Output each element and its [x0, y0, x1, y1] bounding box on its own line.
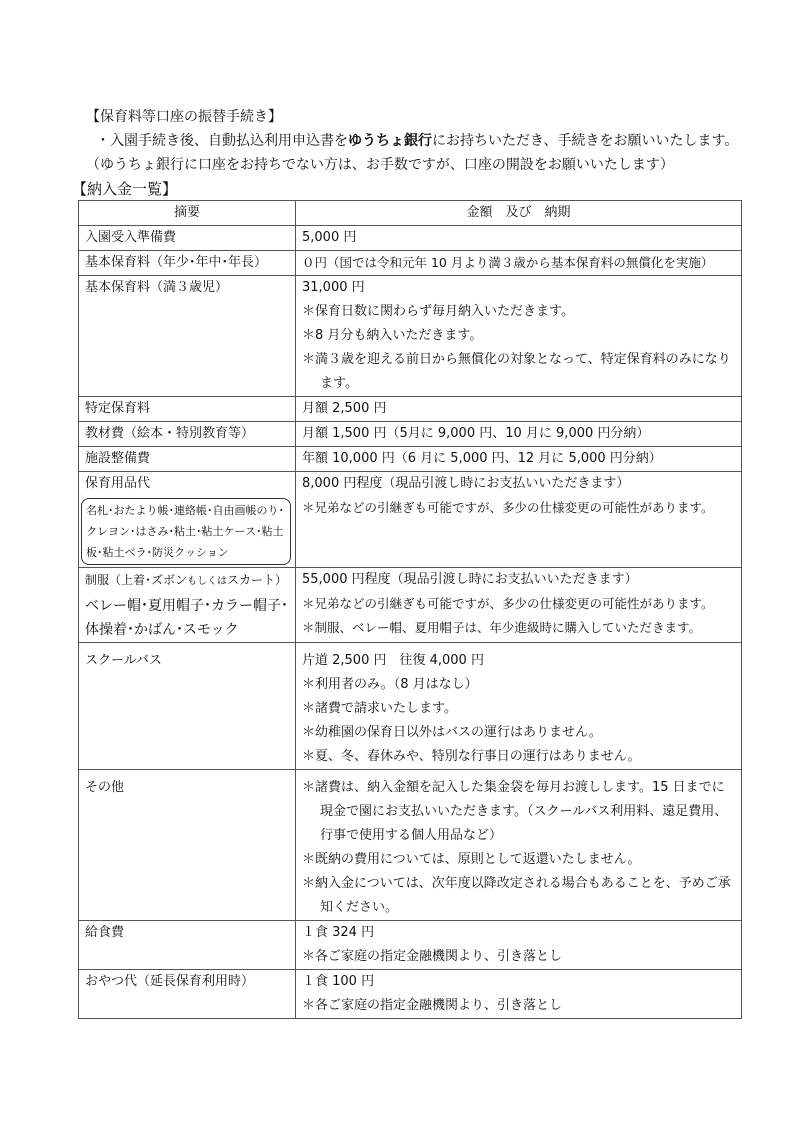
amount-cell: [296, 970, 742, 1019]
table-row: [79, 568, 742, 643]
table-row: [79, 422, 742, 447]
note: ＊満３歳を迎える前日から無償化の対象となって、特定保育料のみになります。: [302, 352, 731, 391]
amount-cell: [296, 472, 742, 568]
table-row: [79, 226, 742, 251]
item-cell: 基本保育料（年少･年中･年長）: [79, 251, 296, 276]
item-label-small: もしくは: [187, 576, 228, 587]
item-cell: [79, 472, 296, 568]
note: ＊諸費で請求いたします。: [302, 701, 457, 716]
amount-cell: [296, 447, 742, 472]
table-row: [79, 251, 742, 276]
supplies-bracket: 名札･おたより帳･連絡帳･自由画帳のり･クレヨン･はさみ･粘土･粘土ケース･粘土板･粘土ベラ･防災クッション: [81, 498, 291, 565]
note: ＊諸費は、納入金額を記入した集金袋を毎月お渡しします。15 日までに現金で園にお支払いいただきます。（スクールバス利用料、遠足費用、行事で使用する個人用品など）: [302, 780, 728, 843]
amount: １食 100 円: [302, 974, 375, 989]
note: ＊制服、ベレー帽、夏用帽子は、年少進級時に購入していただきます。: [302, 620, 702, 635]
note: ＊兄弟などの引継ぎも可能ですが、多少の仕様変更の可能性があります。: [302, 596, 714, 611]
amount-cell: [296, 568, 742, 643]
transfer-instruction-pre: ・入園手続き後、自動払込利用申込書を: [96, 133, 348, 149]
item-label: 保育用品代: [85, 476, 151, 491]
table-row: [79, 770, 742, 921]
amount-cell: [296, 226, 742, 251]
amount-cell: [296, 251, 742, 276]
note: ＊利用者のみ。（8 月はなし）: [302, 677, 478, 692]
amount: 8,000 円程度（現品引渡し時にお支払いいただきます）: [302, 476, 630, 491]
amount: 55,000 円程度（現品引渡し時にお支払いいただきます）: [302, 572, 638, 587]
table-row: [79, 447, 742, 472]
amount-cell: [296, 422, 742, 447]
item-cell: 施設整備費: [79, 447, 296, 472]
item-cell: その他: [79, 770, 296, 921]
note: ＊各ご家庭の指定金融機関より、引き落とし: [302, 998, 563, 1013]
item-cell: おやつ代（延長保育利用時）: [79, 970, 296, 1019]
amount-cell: [296, 770, 742, 921]
column-header-amount: 金額 及び 納期: [296, 201, 742, 226]
transfer-note: （ゆうちょ銀行に口座をお持ちでない方は、お手数ですが、口座の開設をお願いいたします）: [86, 157, 674, 173]
amount: 年額 10,000 円（6 月に 5,000 円、12 月に 5,000 円分納）: [302, 451, 662, 466]
amount: 月額 2,500 円: [302, 401, 387, 416]
note: ＊保育日数に関わらず毎月納入いただきます。: [302, 304, 574, 319]
item-label: [85, 568, 289, 594]
item-cell: 給食費: [79, 921, 296, 970]
transfer-instruction-post: にお持ちいただき、手続きをお願いいたします。: [432, 133, 739, 149]
amount-cell: [296, 643, 742, 770]
amount: ０円（国では令和元年 10 月より満３歳から基本保育料の無償化を実施）: [302, 255, 714, 270]
item-cell: スクールバス: [79, 643, 296, 770]
table-row: [79, 276, 742, 397]
column-header-item: 摘要: [79, 201, 296, 226]
item-cell: 特定保育料: [79, 397, 296, 422]
amount: 5,000 円: [302, 230, 357, 245]
fee-table: [78, 200, 742, 1019]
note: ＊既納の費用については、原則として返還いたしません。: [302, 852, 641, 867]
transfer-heading: 【保育料等口座の振替手続き】: [86, 109, 282, 125]
note: ＊幼稚園の保育日以外はバスの運行はありません。: [302, 725, 602, 740]
amount-cell: [296, 921, 742, 970]
item-cell: 教材費（絵本・特別教育等）: [79, 422, 296, 447]
amount: １食 324 円: [302, 925, 375, 940]
table-row: [79, 921, 742, 970]
note: ＊8 月分も納入いただきます。: [302, 328, 483, 343]
table-row: [79, 397, 742, 422]
amount-cell: [296, 397, 742, 422]
table-row: [79, 970, 742, 1019]
note: ＊各ご家庭の指定金融機関より、引き落とし: [302, 949, 563, 964]
amount-cell: [296, 276, 742, 397]
amount: 月額 1,500 円（5月に 9,000 円、10 月に 9,000 円分納）: [302, 426, 650, 441]
item-cell: 基本保育料（満３歳児）: [79, 276, 296, 397]
note: ＊兄弟などの引継ぎも可能ですが、多少の仕様変更の可能性があります。: [302, 500, 714, 515]
item-sublabel: ベレー帽･夏用帽子･カラー帽子･体操着･かばん･スモック: [85, 598, 288, 638]
table-row: [79, 643, 742, 770]
amount: 片道 2,500 円 往復 4,000 円: [302, 653, 484, 668]
table-row: [79, 472, 742, 568]
transfer-instruction: [96, 130, 738, 150]
item-cell: [79, 568, 296, 643]
item-label-post: スカート）: [227, 573, 288, 587]
note: ＊納入金については、次年度以降改定される場合もあることを、予めご承知ください。: [302, 876, 731, 915]
bank-name: ゆうちょ銀行: [348, 133, 432, 149]
table-header-row: [79, 201, 742, 226]
item-label-pre: 制服（上着･ズボン: [85, 573, 188, 587]
item-cell: 入園受入準備費: [79, 226, 296, 251]
fee-heading: 【納入金一覧】: [72, 180, 178, 198]
amount: 31,000 円: [302, 280, 365, 295]
note: ＊夏、冬、春休みや、特別な行事日の運行はありません。: [302, 749, 641, 764]
